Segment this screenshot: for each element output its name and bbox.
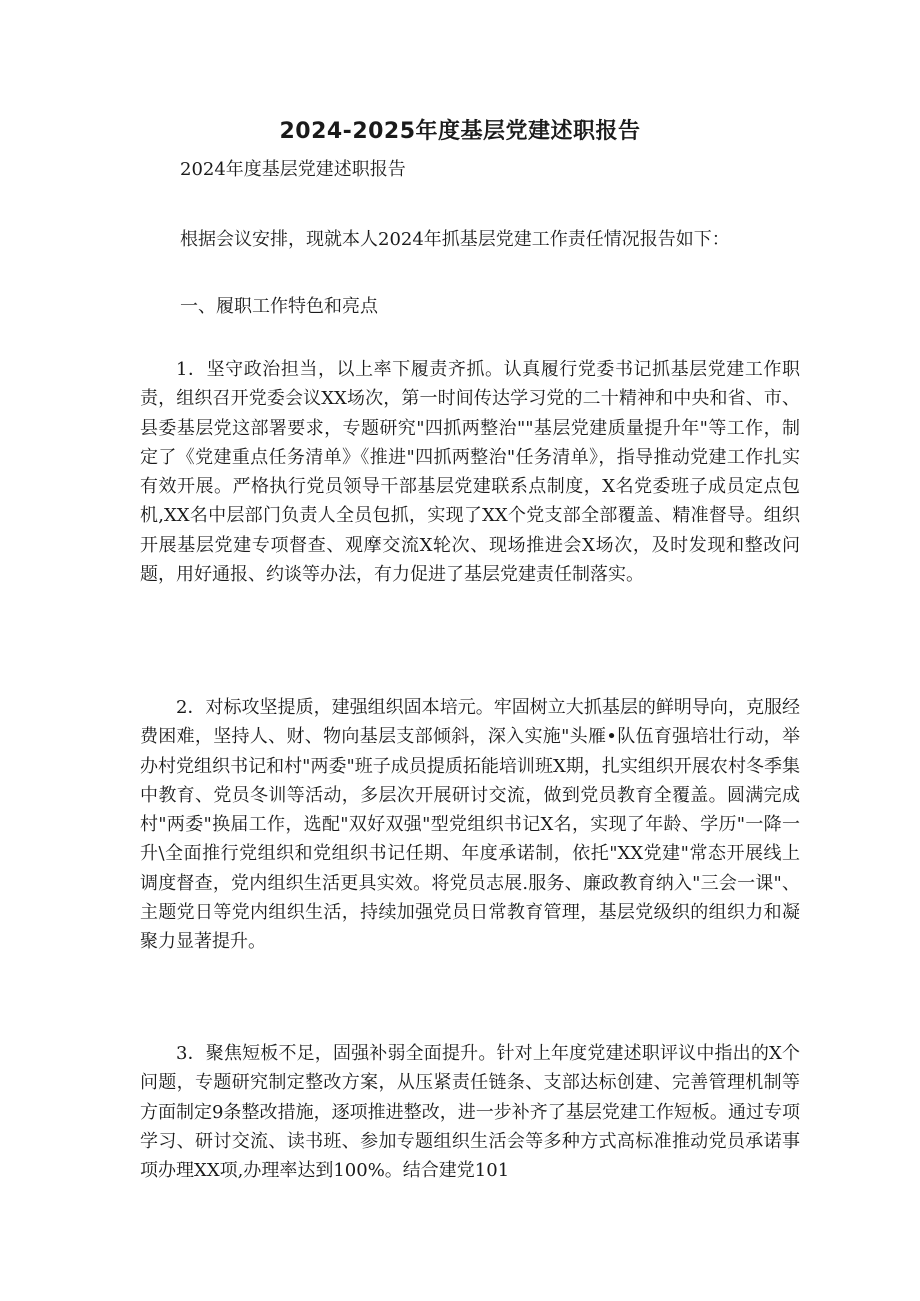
paragraph-1: 1．坚守政治担当，以上率下履责齐抓。认真履行党委书记抓基层党建工作职责，组织召开党委会议XX场次，第一时间传达学习党的二十精神和中央和省、市、县委基层党这部署要求，专题研究"四抓两整治""基层党建质量提升年"等工作，制定了《党建重点任务清单》《推进"四抓两整治"任务清单》，指导推动党建工作扎实有效开展。严格执行党员领导干部基层党建联系点制度，X名党委班子成员定点包机,XX名中层部门负责人全员包抓，实现了XX个党支部全部覆盖、精准督导。组织开展基层党建专项督查、观摩交流X轮次、现场推进会X场次，及时发现和整改问题，用好通报、约谈等办法，有力促进了基层党建责任制落实。 [140, 359, 800, 586]
document-title: 2024-2025年度基层党建述职报告 [279, 119, 641, 144]
paragraph-3: 3．聚焦短板不足，固强补弱全面提升。针对上年度党建述职评议中指出的X个问题，专题研究制定整改方案，从压紧责任链条、支部达标创建、完善管理机制等方面制定9条整改措施，逐项推进整改，进一步补齐了基层党建工作短板。通过专项学习、研讨交流、读书班、参加专题组织生活会等多种方式高标准推动党员承诺事项办理XX项,办理率达到100%。结合建党101 [140, 1043, 800, 1182]
section-heading-1: 一、履职工作特色和亮点 [180, 296, 378, 317]
intro-paragraph: 根据会议安排，现就本人2024年抓基层党建工作责任情况报告如下： [180, 229, 730, 250]
paragraph-2: 2．对标攻坚提质，建强组织固本培元。牢固树立大抓基层的鲜明导向，克服经费困难，坚持人、财、物向基层支部倾斜，深入实施"头雁•队伍育强培壮行动，举办村党组织书记和村"两委"班子成员提质拓能培训班X期，扎实组织开展农村冬季集中教育、党员冬训等活动，多层次开展研讨交流，做到党员教育全覆盖。圆满完成村"两委"换届工作，选配"双好双强"型党组织书记X名，实现了年龄、学历"一降一升\全面推行党组织和党组织书记任期、年度承诺制，依托"XX党建"常态开展线上调度督查，党内组织生活更具实效。将党员志展.服务、廉政教育纳入"三会一课"、主题党日等党内组织生活，持续加强党员日常教育管理，基层党级织的组织力和凝聚力显著提升。 [140, 697, 800, 953]
document-subtitle: 2024年度基层党建述职报告 [180, 159, 406, 180]
